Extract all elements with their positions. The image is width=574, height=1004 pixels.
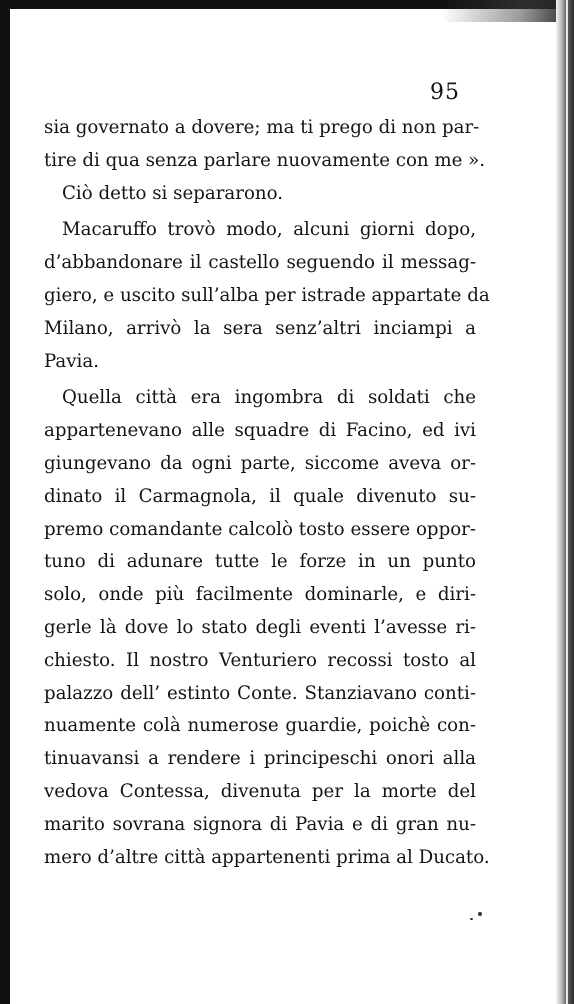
ink-speck <box>478 912 482 916</box>
text-line: tuno di adunare tutte le forze in un punto <box>44 551 476 573</box>
text-line: nuamente colà numerose guardie, poichè con- <box>44 715 476 737</box>
text-line: Quella città era ingombra di soldati che <box>62 387 476 409</box>
text-line: dinato il Carmagnola, il quale divenuto su- <box>44 485 476 507</box>
text-line: premo comandante calcolò tosto essere oppor- <box>44 518 476 540</box>
text-line: d’abbandonare il castello seguendo il messag- <box>44 252 476 274</box>
text-line: gerle là dove lo stato degli eventi l’avesse ri- <box>44 616 476 638</box>
text-line: Milano, arrivò la sera senz’altri inciampi a <box>44 317 476 339</box>
text-line: giero, e uscito sull’alba per istrade appartate da <box>44 284 490 306</box>
page-number: 95 <box>430 80 460 105</box>
page-edge-shadow <box>556 0 574 1004</box>
text-line: appartenevano alle squadre di Facino, ed ivi <box>44 420 476 442</box>
text-line: vedova Contessa, divenuta per la morte del <box>44 780 476 802</box>
text-line: Ciò detto si separarono. <box>62 182 284 204</box>
scan-top-border <box>0 0 574 9</box>
text-line: sia governato a dovere; ma ti prego di non par- <box>44 117 480 138</box>
text-line: giungevano da ogni parte, siccome aveva or- <box>44 452 476 474</box>
text-line: mero d’altre città appartenenti prima al Ducato. <box>44 846 490 868</box>
text-line: chiesto. Il nostro Venturiero recossi tosto al <box>44 649 476 671</box>
text-line: palazzo dell’ estinto Conte. Stanziavano conti- <box>44 682 476 704</box>
body-text <box>44 112 490 874</box>
text-line: tinuavansi a rendere i principeschi onori alla <box>44 748 476 770</box>
text-line: Pavia. <box>44 350 99 372</box>
text-line: marito sovrana signora di Pavia e di gran nu- <box>44 813 476 835</box>
ink-speck <box>470 918 473 920</box>
scan-left-border <box>0 0 10 1004</box>
text-line: Macaruffo trovò modo, alcuni giorni dopo, <box>62 219 476 241</box>
text-line: tire di qua senza parlare nuovamente con me ». <box>44 149 486 171</box>
text-line: solo, onde più facilmente dominarle, e diri- <box>44 584 476 606</box>
